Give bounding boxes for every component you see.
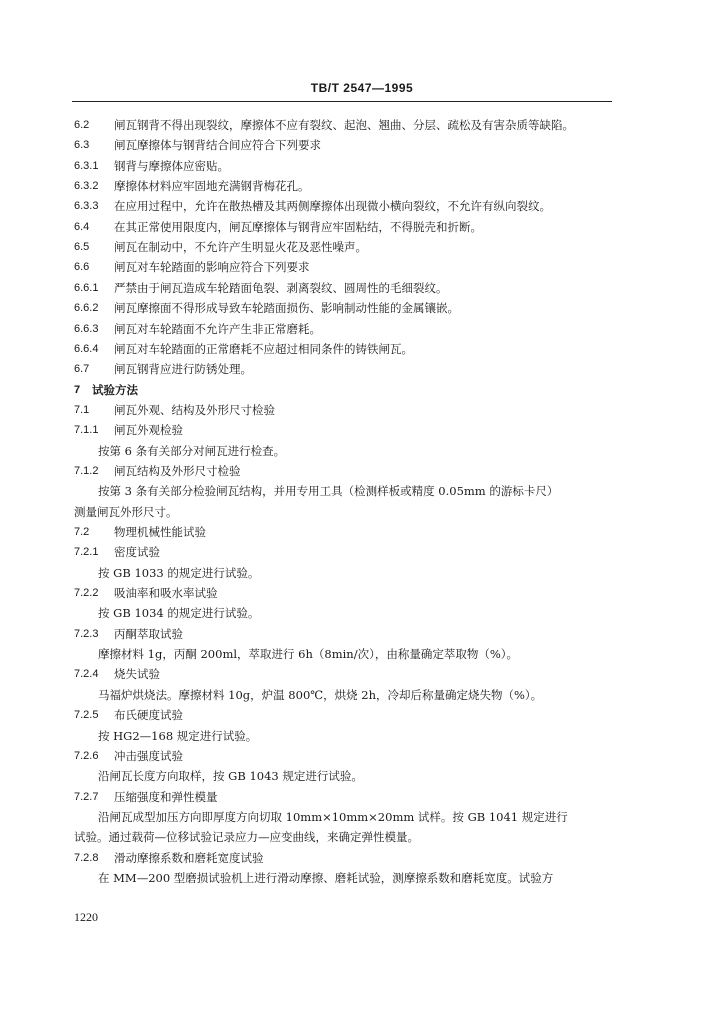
page-number: 1220 [74, 910, 98, 924]
clause-text: 密度试验 [114, 545, 160, 559]
clause-number: 7.2 [74, 526, 90, 538]
clause-text: 试验。通过载荷—位移试验记录应力—应变曲线，来确定弹性模量。 [74, 830, 419, 844]
clause-number: 6.6.3 [74, 323, 99, 335]
clause-text: 闸瓦在制动中，不允许产生明显火花及恶性噪声。 [114, 240, 367, 254]
clause-text: 烧失试验 [114, 667, 160, 681]
clause-number: 7.2.5 [74, 709, 99, 721]
clause-text: 闸瓦对车轮踏面的正常磨耗不应超过相同条件的铸铁闸瓦。 [114, 342, 413, 356]
clause-text: 闸瓦钢背应进行防锈处理。 [114, 362, 252, 376]
clause-text: 滑动摩擦系数和磨耗宽度试验 [114, 851, 264, 865]
clause-text: 马福炉烘烧法。摩擦材料 10g，炉温 800℃，烘烧 2h，冷却后称量确定烧失物（%）。 [98, 688, 543, 702]
clause-number: 6.5 [74, 241, 90, 253]
clause-text: 摩擦体材料应牢固地充满钢背梅花孔。 [114, 179, 310, 193]
clause-text: 沿闸瓦长度方向取样，按 GB 1043 规定进行试验。 [98, 769, 363, 783]
clause-text: 按第 3 条有关部分检验闸瓦结构，并用专用工具（检测样板或精度 0.05mm 的游标卡尺） [98, 484, 559, 498]
clause-number: 7.2.8 [74, 852, 99, 864]
clause-text: 闸瓦结构及外形尺寸检验 [114, 464, 241, 478]
clause-text: 布氏硬度试验 [114, 708, 183, 722]
clause-number: 7.1.1 [74, 424, 99, 436]
clause-text: 闸瓦钢背不得出现裂纹，摩擦体不应有裂纹、起泡、翘曲、分层、疏松及有害杂质等缺陷。 [114, 118, 574, 132]
clause-number: 7.2.6 [74, 750, 99, 762]
clause-text: 钢背与摩擦体应密贴。 [114, 159, 229, 173]
clause-text: 物理机械性能试验 [114, 525, 206, 539]
clause-number: 6.3.1 [74, 160, 99, 172]
clause-number: 6.6 [74, 261, 90, 273]
clause-text: 吸油率和吸水率试验 [114, 586, 218, 600]
clause-number: 6.6.4 [74, 343, 99, 355]
clause-number: 6.3 [74, 139, 90, 151]
clause-text: 冲击强度试验 [114, 749, 183, 763]
clause-text: 在其正常使用限度内，闸瓦摩擦体与钢背应牢固粘结，不得脱壳和折断。 [114, 220, 482, 234]
header-rule [72, 101, 612, 102]
clause-text: 闸瓦摩擦面不得形成导致车轮踏面损伤、影响制动性能的金属镶嵌。 [114, 301, 459, 315]
clause-text: 压缩强度和弹性模量 [114, 790, 218, 804]
clause-text: 丙酮萃取试验 [114, 627, 183, 641]
clause-text: 按 GB 1033 的规定进行试验。 [98, 566, 260, 580]
clause-text: 测量闸瓦外形尺寸。 [74, 505, 178, 519]
clause-number: 6.4 [74, 221, 90, 233]
clause-number: 7.2.7 [74, 791, 99, 803]
clause-text: 按 GB 1034 的规定进行试验。 [98, 606, 260, 620]
clause-number: 7.2.4 [74, 668, 99, 680]
clause-number: 7 [74, 384, 81, 396]
clause-number: 7.2.1 [74, 546, 99, 558]
clause-text: 摩擦材料 1g，丙酮 200ml，萃取进行 6h（8min/次），由称量确定萃取物（%）。 [98, 647, 519, 661]
clause-text: 在应用过程中，允许在散热槽及其两侧摩擦体出现微小横向裂纹，不允许有纵向裂纹。 [114, 199, 551, 213]
clause-number: 7.1 [74, 404, 90, 416]
clause-text: 闸瓦外观、结构及外形尺寸检验 [114, 403, 275, 417]
section-heading: 试验方法 [92, 383, 138, 397]
clause-text: 闸瓦对车轮踏面不允许产生非正常磨耗。 [114, 322, 321, 336]
clause-text: 按第 6 条有关部分对闸瓦进行检查。 [98, 444, 286, 458]
clause-text: 沿闸瓦成型加压方向即厚度方向切取 10mm×10mm×20mm 试样。按 GB 1041 规定进行 [98, 810, 568, 824]
clause-number: 7.2.2 [74, 587, 99, 599]
clause-number: 6.6.1 [74, 282, 99, 294]
clause-text: 严禁由于闸瓦造成车轮踏面龟裂、剥离裂纹、圆周性的毛细裂纹。 [114, 281, 448, 295]
clause-number: 6.7 [74, 363, 90, 375]
clause-text: 闸瓦外观检验 [114, 423, 183, 437]
clause-text: 在 MM—200 型磨损试验机上进行滑动摩擦、磨耗试验，测摩擦系数和磨耗宽度。试验方 [98, 871, 554, 885]
clause-number: 6.6.2 [74, 302, 99, 314]
clause-number: 6.3.3 [74, 200, 99, 212]
clause-number: 7.2.3 [74, 628, 99, 640]
clause-text: 闸瓦摩擦体与钢背结合间应符合下列要求 [114, 138, 321, 152]
page-header: TB/T 2547—1995 [310, 81, 414, 95]
clause-text: 闸瓦对车轮踏面的影响应符合下列要求 [114, 260, 310, 274]
clause-number: 6.2 [74, 119, 90, 131]
clause-text: 按 HG2—168 规定进行试验。 [98, 729, 258, 743]
clause-number: 7.1.2 [74, 465, 99, 477]
clause-number: 6.3.2 [74, 180, 99, 192]
